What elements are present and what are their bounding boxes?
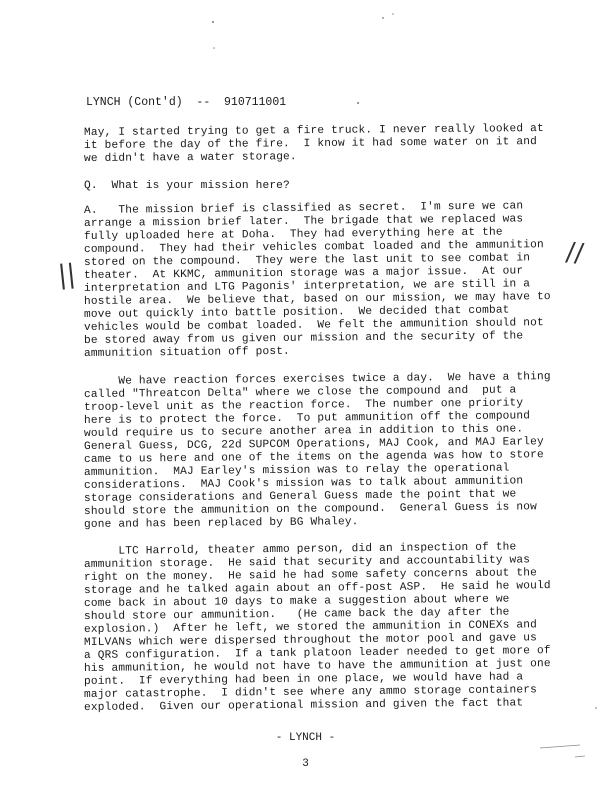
text-line: come back in about 10 days to make a suggestion about where we <box>83 593 510 610</box>
text-line: We have reaction forces exercises twice a day. We have a thing <box>83 371 551 388</box>
text-line: a QRS configuration. If a tank platoon leader needed to get more of <box>83 645 551 662</box>
text-line: we didn't have a water storage. <box>83 151 297 165</box>
text-line: storage considerations and General Guess made the point that we <box>83 488 517 505</box>
text-line: May, I started trying to get a fire truck. I never really looked at <box>83 122 544 139</box>
text-line: explosion.) After he left, we stored the ammunition in CONEXs and <box>83 619 538 636</box>
text-line: be stored away from us given our mission and the security of the <box>83 330 524 347</box>
text-line: storage and he talked again about an off-post ASP. He said he would <box>83 580 551 597</box>
text-line: his ammunition, he would not have to have the ammunition at just one <box>83 658 551 675</box>
text-line: vehicles would be combat loaded. We felt the ammunition should not <box>83 317 544 334</box>
text-line: called "Threatcon Delta" where we close the compound and put a <box>83 384 517 401</box>
text-line: would require us to secure another area in addition to this one. <box>83 423 524 440</box>
page-header: LYNCH (Cont'd) -- 910711001 <box>86 96 287 109</box>
text-line: gone and has been replaced by BG Whaley. <box>83 516 359 531</box>
text-line: here is to protect the force. To put ammunition off the compound <box>83 410 531 427</box>
text-line: move out quickly into battle position. We decided that combat <box>83 304 510 321</box>
text-line: arrange a mission brief later. The brigade that we replaced was <box>83 213 524 230</box>
text-line: should store our ammunition. (He came back the day after the <box>83 606 510 623</box>
text-line: A. The mission brief is classified as secret. I'm sure we can <box>83 200 524 217</box>
text-line: fully uploaded here at Doha. They had everything here at the <box>83 226 503 243</box>
text-line: exploded. Given our operational mission and given the fact that <box>83 697 524 714</box>
text-line: MILVANs which were dispersed throughout the motor pool and gave us <box>83 632 538 649</box>
text-line: troop-level unit as the reaction force. The number one priority <box>83 397 524 414</box>
text-line: point. If everything had been in one place, we would have had a <box>83 671 524 688</box>
text-line: it before the day of the fire. I know it had some water on it and <box>83 136 538 152</box>
text-line: should store the ammunition on the compound. General Guess is now <box>83 501 538 518</box>
text-line: ammunition situation off post. <box>83 345 290 360</box>
text-line: theater. At KKMC, ammunition storage was a major issue. At our <box>83 265 524 282</box>
text-line: ammunition. MAJ Earley's mission was to relay the operational <box>83 462 510 479</box>
right-margin-mark: // <box>564 237 586 269</box>
text-line: considerations. MAJ Cook's mission was to talk about ammunition <box>83 475 524 492</box>
page-number: 3 <box>302 758 309 770</box>
text-line: compound. They had their vehicles combat loaded and the ammunition <box>83 239 544 256</box>
text-line: came to us here and one of the items on the agenda was how to store <box>83 449 544 466</box>
footer-speaker: - LYNCH - <box>275 732 336 744</box>
text-line: right on the money. He said he had some safety concerns about the <box>83 567 538 584</box>
text-line: LTC Harrold, theater ammo person, did an inspection of the <box>83 541 517 558</box>
text-line: stored on the compound. They were the last unit to see combat in <box>83 252 531 269</box>
text-line: General Guess, DCG, 22d SUPCOM Operations, MAJ Cook, and MAJ Earley <box>83 436 544 453</box>
text-line: hostile area. We believe that, based on our mission, we may have to <box>83 291 551 308</box>
left-margin-mark: || <box>56 259 78 291</box>
text-line: interpretation and LTG Pagonis' interpretation, we are still in a <box>83 278 531 295</box>
text-line: ammunition storage. He said that security and accountability was <box>83 554 531 571</box>
text-line: major catastrophe. I didn't see where any ammo storage containers <box>83 684 538 701</box>
question-line: Q. What is your mission here? <box>84 180 290 192</box>
